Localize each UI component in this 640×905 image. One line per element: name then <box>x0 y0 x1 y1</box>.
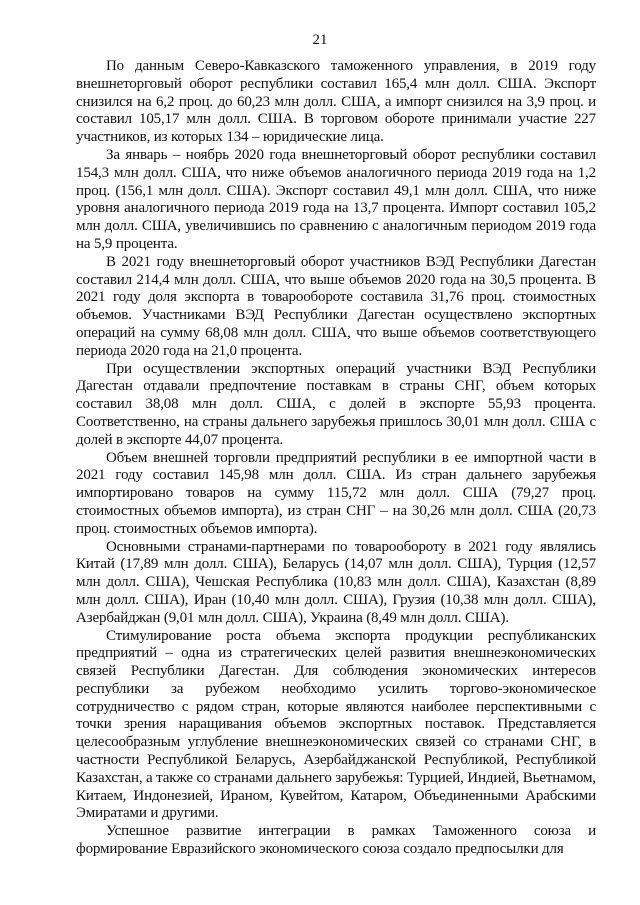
paragraph-trade-2021: В 2021 году внешнеторговый оборот участников ВЭД Республики Дагестан составил 214,4 млн долл. США, что выше объемов 2020 года на 30,5 процента. В 2021 году доля экспорта в товарообороте составила 31,76 проц. стоимостных объемов. Участниками ВЭД Республики Дагестан осуществлено экспортных операций на сумму 68,08 млн долл. США, что выше объемов соответствующего периода 2020 года на 21,0 процента. <box>76 253 596 359</box>
paragraph-trade-2019: По данным Северо-Кавказского таможенного управления, в 2019 году внешнеторговый оборот республики составил 165,4 млн долл. США. Экспорт снизился на 6,2 проц. до 60,23 млн долл. США, а импорт снизился на 3,9 проц. и составил 105,17 млн долл. США. В торговом обороте принимали участие 227 участников, из которых 134 – юридические лица. <box>76 58 596 146</box>
page-number: 21 <box>312 32 328 48</box>
paragraph-export-strategy: Стимулирование роста объема экспорта продукции республиканских предприятий – одна из стратегических целей развития внешнеэкономических связей Республики Дагестан. Для соблюдения экономических интересов республики за рубежом необходимо усилить торгово-экономическое сотрудничество с рядом стран, которые являются наиболее перспективными с точки зрения наращивания объемов экспортных поставок. Представляется целесообразным углубление внешнеэкономических связей со странами СНГ, в частности Республикой Беларусь, Азербайджанской Республикой, Республикой Казахстан, а также со странами дальнего зарубежья: Турцией, Индией, Вьетнамом, Китаем, Индонезией, Ираном, Кувейтом, Катаром, Объединенными Арабскими Эмиратами и другими. <box>76 627 596 822</box>
paragraph-trade-2020: За январь – ноябрь 2020 года внешнеторговый оборот республики составил 154,3 млн долл. США, что ниже объемов аналогичного периода 2019 года на 1,2 проц. (156,1 млн долл. США). Экспорт составил 49,1 млн долл. США, что ниже уровня аналогичного периода 2019 года на 13,7 процента. Импорт составил 105,2 млн долл. США, увеличившись по сравнению с аналогичным периодом 2019 года на 5,9 процента. <box>76 146 596 252</box>
paragraph-partner-countries: Основными странами-партнерами по товарообороту в 2021 году являлись Китай (17,89 млн долл. США), Беларусь (14,07 млн долл. США), Турция (12,57 млн долл. США), Чешская Республика (10,83 млн долл. США), Казахстан (8,89 млн долл. США), Иран (10,40 млн долл. США), Грузия (10,38 млн долл. США), Азербайджан (9,01 млн долл. США), Украина (8,49 млн долл. США). <box>76 538 596 626</box>
body-text <box>76 58 596 859</box>
paragraph-import-2021: Объем внешней торговли предприятий республики в ее импортной части в 2021 году составил 145,98 млн долл. США. Из стран дальнего зарубежья импортировано товаров на сумму 115,72 млн долл. США (79,27 проц. стоимостных объемов импорта), из стран СНГ – на 30,26 млн долл. США (20,73 проц. стоимостных объемов импорта). <box>76 449 596 537</box>
paragraph-export-cis: При осуществлении экспортных операций участники ВЭД Республики Дагестан отдавали предпочтение поставкам в страны СНГ, объем которых составил 38,08 млн долл. США, с долей в экспорте 55,93 процента. Соответственно, на страны дальнего зарубежья пришлось 30,01 млн долл. США с долей в экспорте 44,07 процента. <box>76 360 596 448</box>
paragraph-integration: Успешное развитие интеграции в рамках Таможенного союза и формирование Евразийского экономического союза создало предпосылки для <box>76 823 596 858</box>
